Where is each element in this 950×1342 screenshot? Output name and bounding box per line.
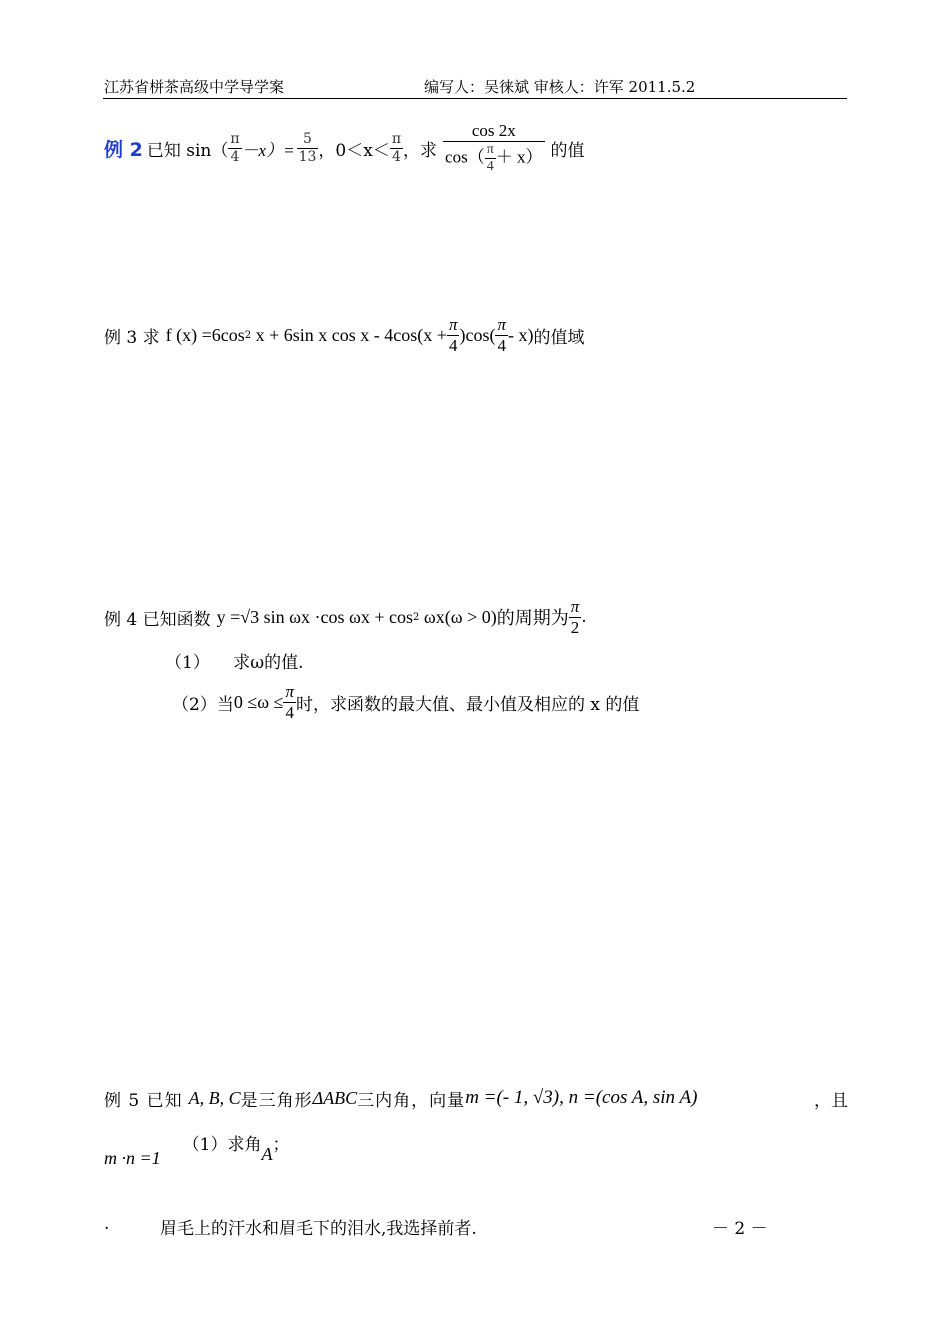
ex4-text: 的周期为 <box>496 608 569 629</box>
ex4-frac-pi-2: $\frac{\pi}{2}$ <box>570 596 580 637</box>
ex2-frac-5-13: $\frac{5}{13}$ <box>298 131 317 165</box>
ex4-sq: 2 <box>413 611 420 623</box>
header-rule <box>103 98 847 99</box>
ex4-expr1: y =√3 sin ωx ·cos ωx + cos <box>216 606 413 627</box>
header-school: 江苏省栟茶高级中学导学案 <box>104 78 285 96</box>
footer-dot: . <box>104 1214 110 1234</box>
ex4-label: 例 4 已知函数 <box>104 609 211 630</box>
ex3-tail: 的值域 <box>533 327 585 348</box>
ex2-ask: ，求 <box>403 140 438 161</box>
page-number: － 2 － <box>712 1219 768 1239</box>
ex3-sq: 2 <box>244 329 252 341</box>
example-2-label: 例 2 <box>104 138 143 161</box>
ex3-frac-pi-4: $\frac{\pi}{4}$ <box>448 314 458 355</box>
ex2-minus-x: －x）= <box>241 140 295 160</box>
ex4-frac-pi-4: $\frac{\pi}{4}$ <box>285 681 294 722</box>
example-2 <box>104 112 585 184</box>
ex2-frac-pi-4b: $\frac{\pi}{4}$ <box>391 131 402 165</box>
ex2-tail: 的值 <box>550 140 585 161</box>
ex3-expr3: )cos( <box>459 324 496 345</box>
ex2-cond: ，0＜x＜ <box>318 140 390 161</box>
ex2-big-frac: cos 2x cos（ $\frac{\pi}{4}$ ＋ x） <box>445 121 543 174</box>
ex3-label: 例 3 求 <box>104 327 160 348</box>
example-4 <box>104 592 587 642</box>
ex4-dot: . <box>581 607 587 627</box>
ex3-expr4: - x) <box>507 324 534 345</box>
example-5: 例 5 已知 A, B, C 是三角形 ΔABC 三内角，向量 m =(- 1, √3), n =(cos A, sin A) ，且 <box>104 1087 848 1111</box>
header-authors: 编写人：吴徕斌 审核人：许军 2011.5.2 <box>424 78 696 96</box>
ex3-expr2: x + 6sin x cos x - 4cos(x + <box>251 324 447 345</box>
ex3-frac-pi-4b: $\frac{\pi}{4}$ <box>497 314 506 355</box>
ex4-question-2: （2）当 0 ≤ω ≤ $\frac{\pi}{4}$ 时，求函数的最大值、最小值及相应的 x 的值 <box>172 681 640 722</box>
ex4-expr2: ωx(ω > 0) <box>419 606 497 627</box>
ex2-frac-pi-4: $\frac{\pi}{4}$ <box>230 131 240 165</box>
ex4-question-1: （1） 求ω的值. <box>165 653 304 673</box>
ex2-text1: 已知 sin（ <box>146 140 229 161</box>
footer-motto: 眉毛上的汗水和眉毛下的泪水,我选择前者. <box>160 1219 477 1239</box>
ex3-expr1: f (x) =6cos <box>165 324 245 345</box>
ex5-line-2: m ·n =1 （1）求角 A ； <box>104 1135 290 1168</box>
example-3 <box>104 310 584 360</box>
